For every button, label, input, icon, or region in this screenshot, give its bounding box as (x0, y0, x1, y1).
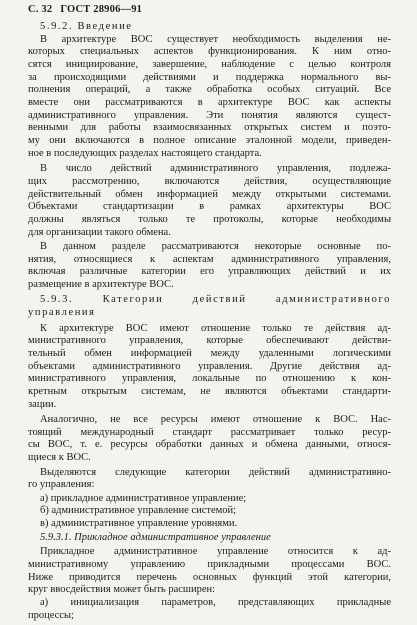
text-line: министративного управления, локальные по отношению к кон- (28, 373, 391, 384)
text-line: щих рассмотрению, включаются действия, осуществляющие (28, 176, 391, 187)
standard-code: ГОСТ 28906—91 (60, 4, 143, 15)
list-item: а) прикладное административное управление; (40, 493, 247, 504)
text-line: нятия, относящиеся к аспектам административного управления, (28, 254, 391, 265)
text-line: Ниже приводится перечень основных функций этой категории, (28, 572, 391, 583)
text-line: му они включаются в полное описание эталонной модели, приведен- (28, 135, 391, 146)
list-item: в) административное управление уровнями. (40, 518, 238, 529)
section-heading: 5.9.2. Введение (40, 21, 133, 32)
text-line: действительный обмен информацией между открытыми системами. (28, 189, 391, 200)
text-line: щиеся к ВОС. (28, 452, 91, 463)
text-line: за происходящими действиями и поддержка нормального вы- (28, 72, 391, 83)
list-item: б) административное управление системой; (40, 505, 237, 516)
text-line: включая различные категории его управляющих действий и их (28, 266, 391, 277)
text-line: сятся инициирование, завершение, наблюдение с целью контроля (28, 59, 391, 70)
section-heading: 5.9.3. Категории действий административного (40, 294, 391, 305)
text-line: кретным открытым системам, не являются объектами стандарти- (28, 386, 391, 397)
text-line: полнения операций, а также обработка особых ситуаций. Все (28, 84, 391, 95)
text-line: круг ввосдействия может быть расширен: (28, 584, 216, 595)
text-line: го управления: (28, 479, 95, 490)
text-line: К архитектуре ВОС имеют отношение только те действия ад- (40, 323, 391, 334)
text-line: Выделяются следующие категории действий административно- (40, 467, 391, 478)
text-line: венными для работы взаимосвязанных открытых систем и поэто- (28, 122, 391, 133)
list-item: а) инициализация параметров, представляющих прикладные (40, 597, 391, 608)
text-line: зации. (28, 399, 57, 410)
subsection-heading: 5.9.3.1. Прикладное административное управление (40, 532, 271, 543)
text-line: объектами административного управления. Другие действия ад- (28, 361, 391, 372)
text-line: ное в последующих разделах настоящего стандарта. (28, 148, 262, 159)
text-line: министративного управления, которые обеспечивают действи- (28, 335, 391, 346)
list-item: процессы; (28, 610, 74, 621)
text-line: Аналогично, не все ресурсы имеют отношение к ВОС. Нас- (40, 414, 391, 425)
text-line: министративному управлению прикладными процессами ВОС. (28, 559, 391, 570)
text-line: Объектами стандартизации в рамках архитектуры ВОС (28, 201, 391, 212)
text-line: для организации такого обмена. (28, 227, 171, 238)
text-line: вместе они рассматриваются в архитектуре ВОС как аспекты (28, 97, 391, 108)
text-line: административного управления. Эти понятия являются сущест- (28, 110, 391, 121)
section-heading: управления (28, 307, 96, 318)
page-header (28, 4, 142, 15)
text-line: В число действий административного управления, подлежа- (40, 163, 391, 174)
text-line: должны являться только те протоколы, которые необходимы (28, 214, 391, 225)
text-line: размещение в архитектуре ВОС. (28, 279, 174, 290)
text-line: В архитектуре ВОС существует необходимость выделения не- (40, 34, 391, 45)
text-line: сы ВОС, т. е. ресурсы обработки данных и обмена данными, относя- (28, 439, 391, 450)
text-line: которых специальных аспектов функционирования. К ним отно- (28, 46, 391, 57)
text-line: Прикладное административное управление относится к ад- (40, 546, 391, 557)
page-number: С. 32 (28, 4, 53, 15)
text-line: тоящий международный стандарт рассматривает только ресур- (28, 427, 391, 438)
text-line: В данном разделе рассматриваются некоторые основные по- (40, 241, 391, 252)
text-line: тельный обмен информацией между удаленными логическими (28, 348, 391, 359)
